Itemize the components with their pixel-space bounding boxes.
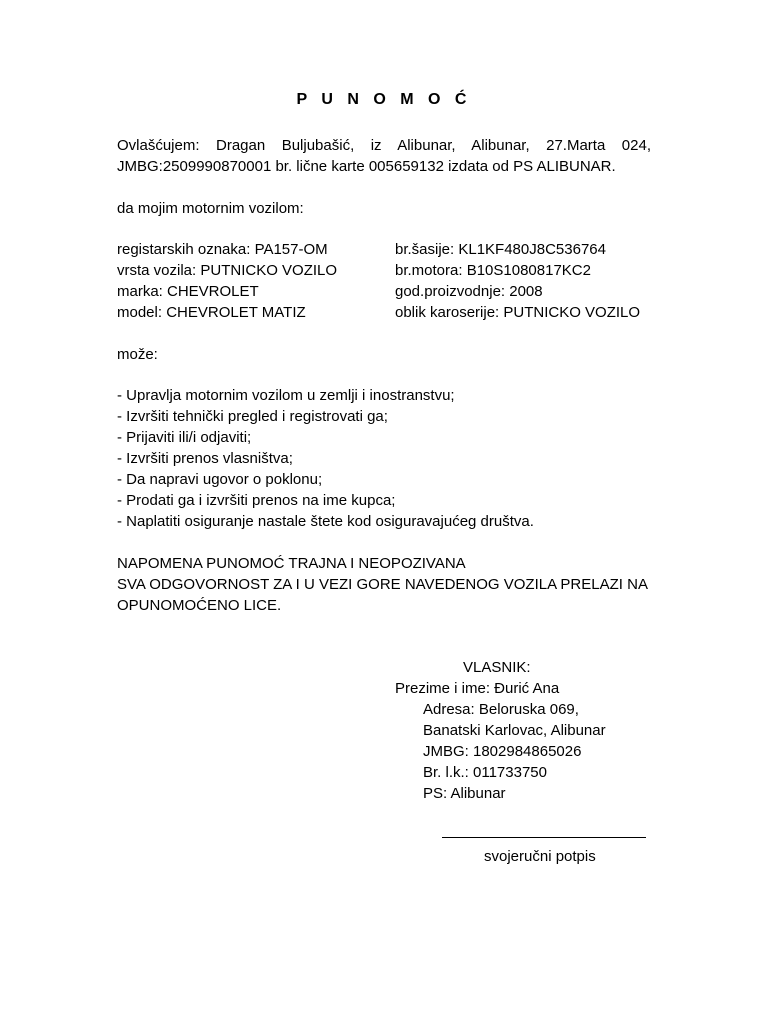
owner-name: Prezime i ime: Đurić Ana [395,680,560,697]
note-line-3: OPUNOMOĆENO LICE. [117,597,282,614]
vehicle-body-type: oblik karoserije: PUTNICKO VOZILO [395,304,641,321]
vehicle-year: god.proizvodnje: 2008 [395,283,543,300]
owner-police-station: PS: Alibunar [423,785,506,802]
owner-address-1: Adresa: Beloruska 069, [423,701,579,718]
permission-item: - Da napravi ugovor o poklonu; [117,471,323,488]
permission-item: - Izvršiti prenos vlasništva; [117,450,293,467]
vehicle-model: model: CHEVROLET MATIZ [117,304,306,321]
note-line-2: SVA ODGOVORNOST ZA I U VEZI GORE NAVEDENOG VOZILA PRELAZI NA [117,576,648,593]
vehicle-engine: br.motora: B10S1080817KC2 [395,262,591,279]
permission-item: - Naplatiti osiguranje nastale štete kod osiguravajućeg društva. [117,513,534,530]
owner-heading: VLASNIK: [463,659,531,676]
moze-label: može: [117,346,158,363]
permission-item: - Prijaviti ili/i odjaviti; [117,429,252,446]
vehicle-chassis: br.šasije: KL1KF480J8C536764 [395,241,606,258]
permission-item: - Prodati ga i izvršiti prenos na ime kupca; [117,492,396,509]
signature-label: svojeručni potpis [484,848,596,865]
owner-address-2: Banatski Karlovac, Alibunar [423,722,606,739]
intro-line-1: Ovlašćujem: Dragan Buljubašić, iz Alibunar, Alibunar, 27.Marta 024, [117,137,651,154]
intro-line-2: JMBG:2509990870001 br. lične karte 005659132 izdata od PS ALIBUNAR. [117,158,616,175]
intro-paragraph [117,135,651,177]
vehicle-type: vrsta vozila: PUTNICKO VOZILO [117,262,338,279]
vehicle-make: marka: CHEVROLET [117,283,259,300]
vehicle-registration: registarskih oznaka: PA157-OM [117,241,328,258]
permission-item: - Izvršiti tehnički pregled i registrovati ga; [117,408,388,425]
owner-jmbg: JMBG: 1802984865026 [423,743,582,760]
note-line-1: NAPOMENA PUNOMOĆ TRAJNA I NEOPOZIVANA [117,555,466,572]
vehicle-intro: da mojim motornim vozilom: [117,200,304,217]
owner-id-card: Br. l.k.: 011733750 [423,764,547,781]
document-title: P U N O M O Ć [296,91,472,108]
signature-line [442,837,646,838]
permission-item: - Upravlja motornim vozilom u zemlji i inostranstvu; [117,387,455,404]
